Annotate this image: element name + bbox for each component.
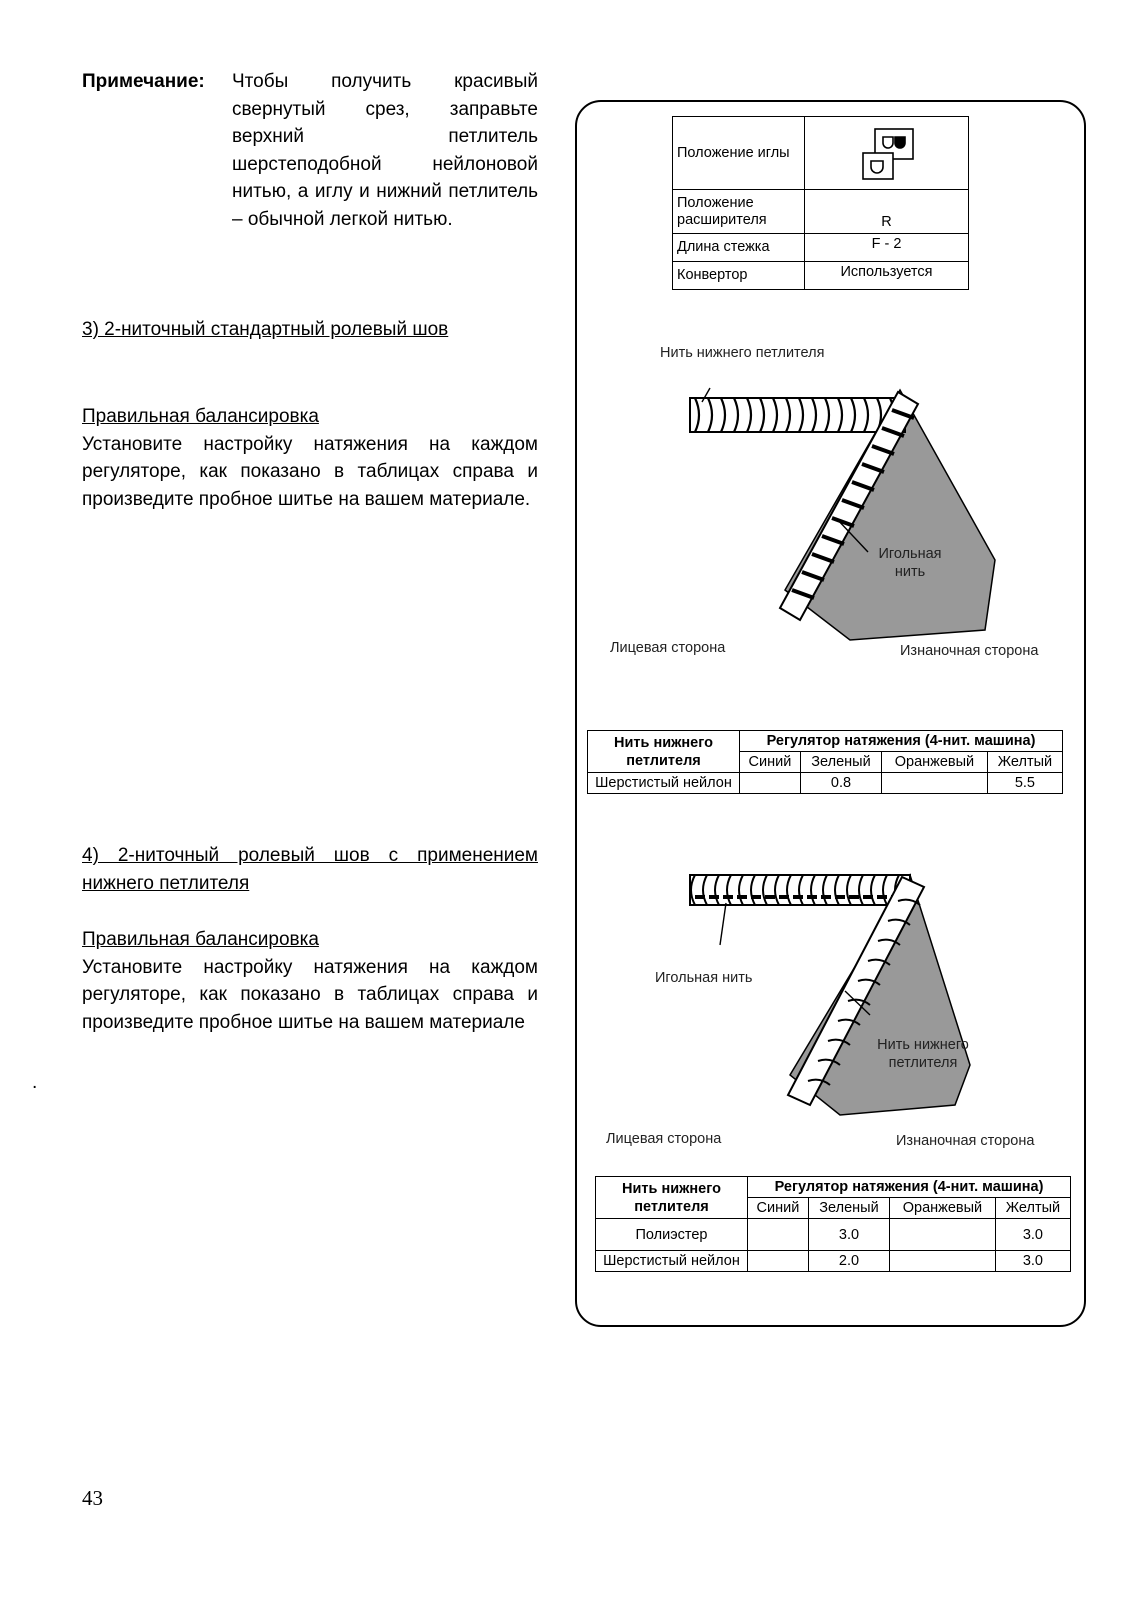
figure-2-label-looper: Нить нижнего петлителя (877, 1037, 969, 1071)
figure-1-label-looper: Нить нижнего петлителя (660, 345, 825, 361)
settings-row (673, 190, 969, 234)
value-blue (748, 1219, 809, 1251)
section-3-body-block (82, 403, 538, 513)
needle-position-icon (857, 121, 917, 181)
value-green: 0.8 (800, 773, 881, 794)
note (82, 68, 538, 233)
table-row (596, 1251, 1071, 1272)
tension-thread-header: Нить нижнего петлителя (588, 731, 740, 773)
value-yellow: 3.0 (995, 1219, 1070, 1251)
tension-regulator-header: Регулятор натяжения (4-нит. машина) (748, 1177, 1071, 1198)
tension-table-2 (595, 1176, 1071, 1272)
tension-regulator-header: Регулятор натяжения (4-нит. машина) (740, 731, 1063, 752)
column-yellow: Желтый (995, 1198, 1070, 1219)
section-3-subtitle: Правильная балансировка (82, 406, 319, 427)
section-4-title: 4) 2-ниточный ролевый шов с применением нижнего петлителя (82, 845, 538, 894)
value-orange (882, 773, 988, 794)
thread-type: Шерстистый нейлон (596, 1251, 748, 1272)
rolled-seam-figure-1 (600, 380, 1020, 660)
tension-header-row (588, 731, 1063, 752)
value-yellow: 3.0 (995, 1251, 1070, 1272)
value-green: 2.0 (808, 1251, 889, 1272)
tension-header-row (596, 1177, 1071, 1198)
figure-2-label-needle: Игольная нить (655, 970, 753, 986)
tension-thread-header: Нить нижнего петлителя (596, 1177, 748, 1219)
section-4-subtitle: Правильная балансировка (82, 929, 319, 950)
settings-row (673, 234, 969, 262)
value-orange (890, 1219, 996, 1251)
note-label: Примечание: (82, 71, 205, 92)
figure-1-label-back: Изнаночная сторона (900, 643, 1039, 659)
settings-row (673, 117, 969, 190)
value-blue (740, 773, 801, 794)
column-green: Зеленый (808, 1198, 889, 1219)
section-4-body: Установите настройку натяжения на каждом регуляторе, как показано в таблицах справа и произведите пробное шитье на вашем материале (82, 956, 538, 1033)
needle-position-icon (805, 117, 969, 190)
stray-dot: . (32, 1072, 38, 1093)
settings-value: Используется (805, 262, 969, 290)
section-3-title-block (82, 316, 538, 344)
settings-key: Длина стежка (673, 234, 805, 262)
settings-key: Положение расширителя (673, 190, 805, 234)
column-orange: Оранжевый (890, 1198, 996, 1219)
table-row (596, 1219, 1071, 1251)
page-number: 43 (82, 1486, 103, 1510)
column-yellow: Желтый (987, 752, 1062, 773)
value-yellow: 5.5 (987, 773, 1062, 794)
settings-table (672, 116, 969, 290)
figure-2-label-back: Изнаночная сторона (896, 1133, 1035, 1149)
note-text: Чтобы получить красивый свернутый срез, заправьте верхний петлитель шерстеподобной нейлоновой нитью, а иглу и нижний петлитель – обычной легкой нитью. (232, 71, 538, 230)
value-blue (748, 1251, 809, 1272)
value-orange (890, 1251, 996, 1272)
tension-table-1 (587, 730, 1063, 794)
column-blue: Синий (748, 1198, 809, 1219)
settings-value: F - 2 (805, 234, 969, 262)
figure-2-label-front: Лицевая сторона (606, 1131, 722, 1147)
section-4-body-block (82, 926, 538, 1036)
figure-1-label-front: Лицевая сторона (610, 640, 726, 656)
thread-type: Полиэстер (596, 1219, 748, 1251)
section-3-title: 3) 2-ниточный стандартный ролевый шов (82, 319, 449, 340)
value-green: 3.0 (808, 1219, 889, 1251)
figure-1-label-needle: Игольная нить (878, 546, 942, 580)
column-green: Зеленый (800, 752, 881, 773)
settings-key: Положение иглы (673, 117, 805, 190)
settings-key: Конвертор (673, 262, 805, 290)
section-4-title-block (82, 842, 538, 897)
thread-type: Шерстистый нейлон (588, 773, 740, 794)
section-3-body: Установите настройку натяжения на каждом регуляторе, как показано в таблицах справа и произведите пробное шитье на вашем материале. (82, 433, 538, 510)
note-block (82, 68, 538, 233)
column-orange: Оранжевый (882, 752, 988, 773)
column-blue: Синий (740, 752, 801, 773)
table-row (588, 773, 1063, 794)
rolled-seam-figure-2 (640, 865, 1020, 1135)
settings-value: R (805, 190, 969, 234)
settings-row (673, 262, 969, 290)
